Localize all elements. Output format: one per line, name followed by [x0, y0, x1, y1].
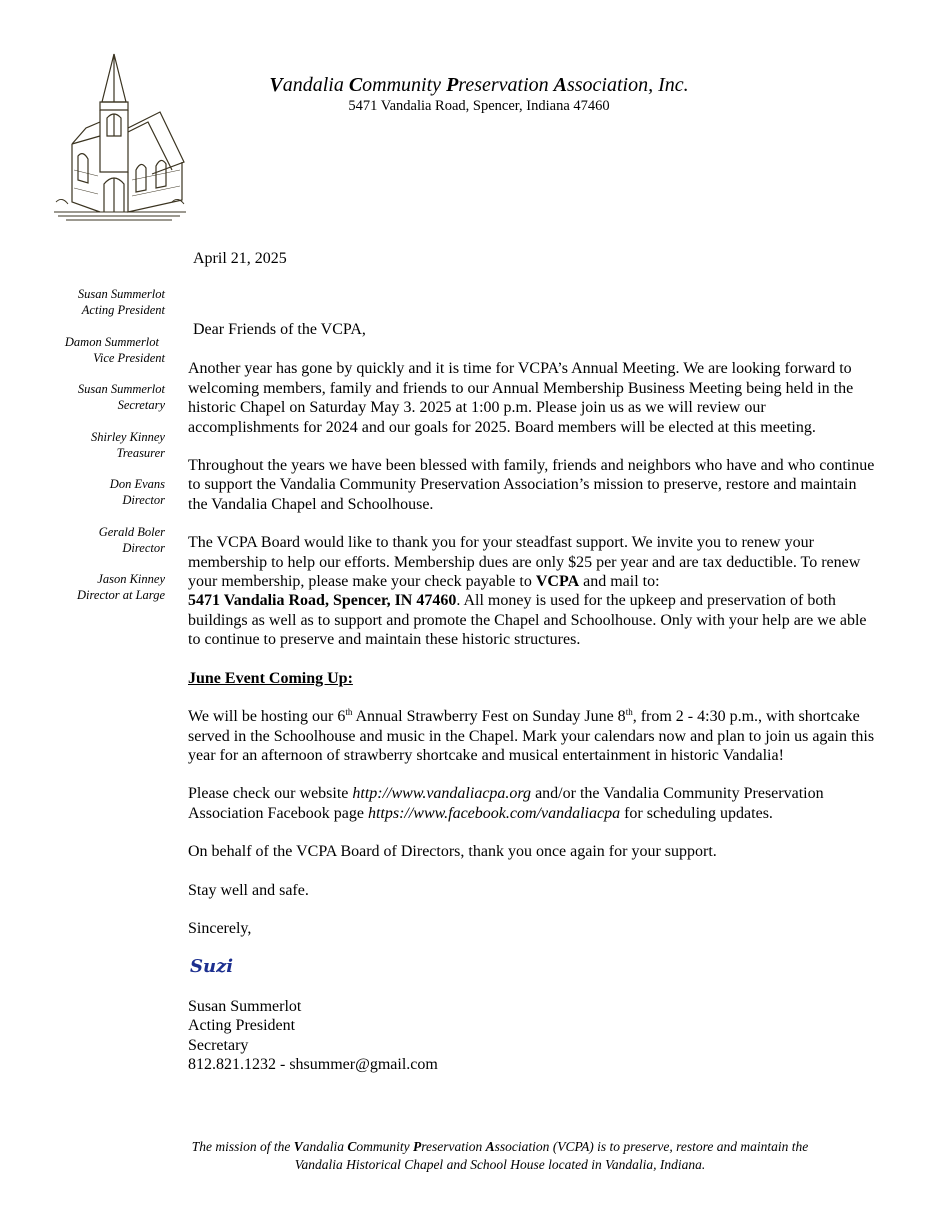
paragraph-website: Please check our website http://www.vandaliacpa.org and/or the Vandalia Community Preservation Association Facebook page https://www.facebook.com/vandaliacpa for scheduling updates.	[188, 785, 824, 822]
board-member-title: Acting President	[81, 303, 165, 317]
paragraph-membership: The VCPA Board would like to thank you for your steadfast support. We invite you to renew your membership to help our efforts. Membership dues are only $25 per year and are tax deductible. To renew your membership, please make your check payable to VCPA and mail to: 5471 Vandalia Road, Spencer, IN 47460. All money is used for the upkeep and preservation of both buildings as well as to support and promote the Chapel and Schoolhouse. Only with your help are we able to continue to preserve and maintain these historic structures.	[188, 534, 867, 649]
closing: Sincerely,	[188, 919, 252, 937]
board-member-title: Director	[122, 540, 165, 555]
board-member-name: Susan Summerlot	[77, 382, 165, 396]
board-member	[20, 381, 165, 413]
signer-name: Susan Summerlot	[188, 997, 302, 1015]
letter-date: April 21, 2025	[193, 250, 287, 267]
board-member	[20, 571, 165, 603]
signer-block	[188, 997, 878, 1075]
board-member-title: Treasurer	[116, 445, 165, 460]
board-member-name: Susan Summerlot	[77, 287, 165, 301]
signature: Suzi	[190, 956, 234, 978]
paragraph-mission: Throughout the years we have been blessed with family, friends and neighbors who have and who continue to support the Vandalia Community Preservation Association’s mission to preserve, restore and maintain the Vandalia Chapel and Schoolhouse.	[188, 457, 875, 513]
board-member-name: Don Evans	[109, 477, 165, 491]
paragraph-strawberry-fest: We will be hosting our 6th Annual Strawberry Fest on Sunday June 8th, from 2 - 4:30 p.m., with shortcake served in the Schoolhouse and music in the Chapel. Mark your calendars now and plan to join us again this year for an afternoon of strawberry shortcake and musical entertainment in historic Vandalia!	[188, 707, 875, 764]
paragraph-thanks: On behalf of the VCPA Board of Directors, thank you once again for your support.	[188, 843, 717, 861]
board-member-title: Director	[122, 493, 165, 507]
signer-title: Acting President	[188, 1017, 296, 1035]
facebook-link[interactable]: https://www.facebook.com/vandaliacpa	[367, 804, 621, 822]
board-member-name: Gerald Boler	[98, 524, 165, 539]
payee-name: VCPA	[535, 573, 580, 591]
paragraph-well-wishes: Stay well and safe.	[188, 881, 309, 899]
event-heading: June Event Coming Up:	[188, 669, 353, 687]
letter-body	[188, 320, 878, 1074]
board-member	[20, 429, 165, 461]
board-member	[20, 524, 165, 556]
board-member-title: Vice President	[93, 350, 165, 365]
board-member-name: Damon Summerlot	[64, 334, 159, 349]
mailing-address: 5471 Vandalia Road, Spencer, IN 47460	[188, 592, 457, 610]
signer-contact: 812.821.1232 - shsummer@gmail.com	[188, 1055, 438, 1073]
board-member	[20, 476, 165, 508]
salutation: Dear Friends of the VCPA,	[193, 321, 366, 338]
board-member	[20, 334, 165, 366]
website-link[interactable]: http://www.vandaliacpa.org	[352, 785, 532, 803]
footer-line-2: Vandalia Historical Chapel and School House located in Vandalia, Indiana.	[294, 1157, 706, 1172]
board-member-name: Shirley Kinney	[91, 429, 165, 444]
paragraph-annual-meeting: Another year has gone by quickly and it is time for VCPA’s Annual Meeting. We are looking forward to welcoming members, family and friends to our Annual Membership Business Meeting being held in the historic Chapel on Saturday May 3. 2025 at 1:00 p.m. Please join us as we will review our accomplishments for 2024 and our goals for 2025. Board members will be elected at this meeting.	[188, 360, 854, 436]
board-member-title: Secretary	[117, 398, 165, 412]
signer-title: Secretary	[188, 1036, 249, 1054]
board-members-list	[20, 286, 165, 619]
board-member-name: Jason Kinney	[97, 572, 165, 586]
organization-address: 5471 Vandalia Road, Spencer, Indiana 47460	[348, 98, 610, 114]
footer-line-1: The mission of the Vandalia Community Preservation Association (VCPA) is to preserve, restore and maintain the	[191, 1139, 809, 1154]
chapel-logo	[52, 52, 188, 222]
board-member-title: Director at Large	[77, 588, 165, 602]
board-member	[20, 286, 165, 318]
organization-name: Vandalia Community Preservation Association, Inc.	[269, 74, 689, 96]
mission-footer	[100, 1138, 900, 1174]
